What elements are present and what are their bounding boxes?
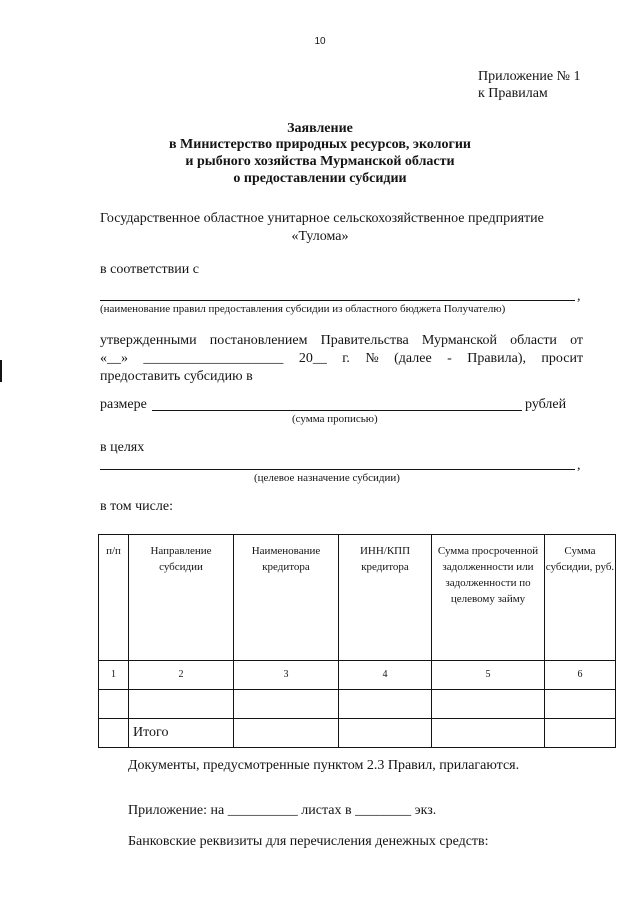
comma-mark: ,: [577, 458, 581, 473]
attachment-middle: листах в: [301, 803, 352, 818]
approved-word: №: [365, 351, 379, 366]
approved-word: просит: [541, 351, 584, 366]
purpose-label: в целях: [100, 440, 145, 455]
approved-word: г.: [342, 351, 350, 366]
date-month-blank[interactable]: ____________________: [143, 351, 284, 366]
table-cell[interactable]: [99, 690, 129, 719]
copies-count-blank[interactable]: ________: [355, 803, 412, 818]
column-number: 4: [339, 661, 432, 690]
column-number: 2: [129, 661, 234, 690]
approved-word: постановлением: [209, 333, 308, 348]
approved-word: Правительства: [320, 333, 409, 348]
bank-details-label: Банковские реквизиты для перечисления денежных средств:: [128, 834, 489, 849]
table-cell[interactable]: [129, 690, 234, 719]
column-number: 5: [432, 661, 545, 690]
table-cell[interactable]: [234, 690, 339, 719]
column-number-row: [99, 661, 616, 690]
purpose-hint: (целевое назначение субсидии): [254, 472, 400, 484]
title-line-3: и рыбного хозяйства Мурманской области: [185, 154, 455, 169]
approved-word: от: [570, 333, 583, 348]
page-number: 10: [314, 36, 326, 47]
column-header: ИНН/КПП кредитора: [339, 535, 432, 661]
according-to-label: в соответствии с: [100, 262, 199, 277]
column-header: Наименование кредитора: [234, 535, 339, 661]
column-header: Сумма просроченной задолженности или задолженности по целевому займу: [432, 535, 545, 661]
amount-hint: (сумма прописью): [292, 413, 378, 425]
approved-word: Правила),: [467, 351, 526, 366]
approved-word: утвержденными: [100, 333, 197, 348]
purpose-line[interactable]: [100, 469, 575, 470]
sheets-count-blank[interactable]: __________: [227, 803, 298, 818]
comma-mark: ,: [577, 289, 581, 304]
total-label: Итого: [129, 719, 234, 748]
approved-word: Мурманской: [421, 333, 497, 348]
table-cell[interactable]: [432, 690, 545, 719]
approved-word: (далее: [394, 351, 432, 366]
including-label: в том числе:: [100, 499, 173, 514]
table-cell[interactable]: [432, 719, 545, 748]
amount-unit: рублей: [525, 397, 567, 412]
table-cell[interactable]: [99, 719, 129, 748]
attachment-line: [128, 803, 436, 819]
column-number: 3: [234, 661, 339, 690]
approved-line-2: [100, 351, 583, 367]
table-header-row: [99, 535, 616, 661]
column-header: Направление субсидии: [129, 535, 234, 661]
approved-line-1: [100, 333, 583, 349]
table-cell[interactable]: [234, 719, 339, 748]
table-cell[interactable]: [339, 690, 432, 719]
total-row: [99, 719, 616, 748]
column-number: 6: [545, 661, 616, 690]
table-row: [99, 690, 616, 719]
amount-line[interactable]: [152, 410, 522, 411]
attachment-prefix: Приложение: на: [128, 803, 225, 818]
appendix-line-2: к Правилам: [478, 86, 548, 101]
column-number: 1: [99, 661, 129, 690]
attachment-suffix: экз.: [414, 803, 437, 818]
table-cell[interactable]: [339, 719, 432, 748]
title-line-2: в Министерство природных ресурсов, экологии: [168, 137, 471, 152]
document-title: Заявление: [287, 121, 353, 136]
margin-mark: [0, 360, 2, 382]
table-cell[interactable]: [545, 690, 616, 719]
title-line-4: о предоставлении субсидии: [233, 171, 407, 186]
amount-label: размере: [100, 397, 147, 412]
applicant-name-quoted: «Тулома»: [291, 229, 349, 244]
date-year-blank[interactable]: 20__: [298, 351, 327, 366]
column-header: п/п: [99, 535, 129, 661]
approved-word: -: [447, 351, 452, 366]
date-day-blank[interactable]: «__»: [100, 351, 128, 366]
appendix-line-1: Приложение № 1: [478, 69, 581, 84]
applicant-name: Государственное областное унитарное сельскохозяйственное предприятие: [100, 211, 544, 226]
column-header: Сумма субсидии, руб.: [545, 535, 616, 661]
documents-statement: Документы, предусмотренные пунктом 2.3 Правил, прилагаются.: [128, 758, 520, 773]
rules-name-line[interactable]: [100, 300, 575, 301]
approved-line-3: предоставить субсидию в: [100, 369, 253, 384]
table-cell[interactable]: [545, 719, 616, 748]
rules-name-hint: (наименование правил предоставления субсидии из областного бюджета Получателю): [100, 303, 506, 315]
subsidy-table: [98, 534, 616, 748]
approved-word: области: [510, 333, 557, 348]
